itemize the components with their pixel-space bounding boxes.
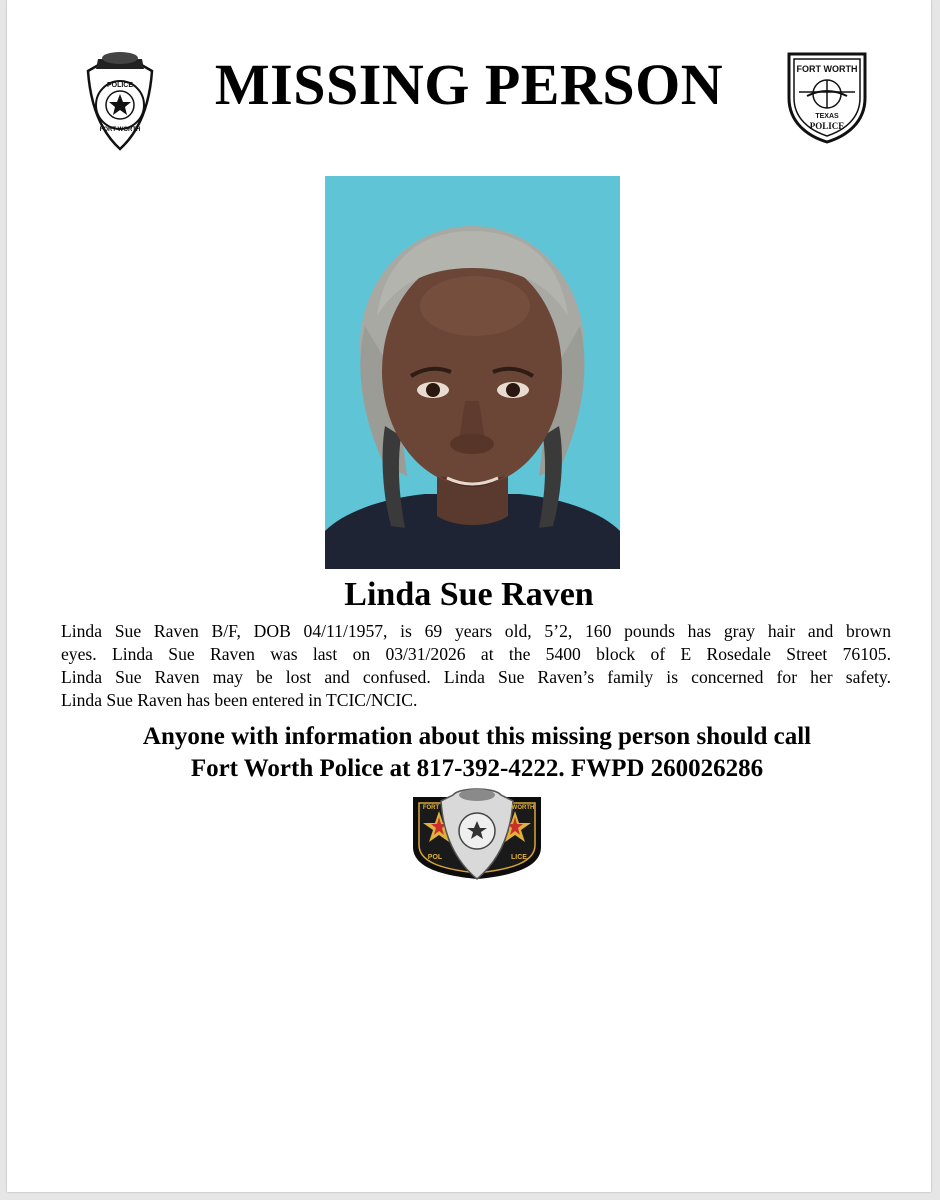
portrait-illustration (325, 176, 620, 569)
description-line: Linda Sue Raven has been entered in TCIC/NCIC. (61, 690, 418, 710)
right-patch-text-top: FORT WORTH (796, 64, 858, 74)
patch-text-left-top: FORT (422, 805, 440, 811)
call-to-action (37, 721, 917, 785)
patch-text-right-bottom: LICE (511, 854, 527, 861)
flyer-page (7, 0, 931, 1192)
call-to-action-line: Anyone with information about this missing person should call (142, 723, 812, 750)
left-badge-text-top: POLICE (106, 82, 134, 89)
fort-worth-police-shoulder-patch-icon (409, 787, 545, 881)
patch-text-right-top: WORTH (511, 805, 535, 811)
call-to-action-line: Fort Worth Police at 817-392-4222. FWPD 260026286 (190, 755, 764, 782)
description-line: Linda Sue Raven B/F, DOB 04/11/1957, is 69 years old, 5’2, 160 pounds has gray hair and brown (61, 621, 891, 641)
person-description (61, 620, 891, 712)
description-line: eyes. Linda Sue Raven was last on 03/31/2026 at the 5400 block of E Rosedale Street 76105. (61, 644, 891, 664)
right-patch-text-bottom: POLICE (809, 121, 845, 131)
person-name: Linda Sue Raven (344, 576, 594, 613)
fort-worth-texas-police-patch-icon (783, 48, 871, 144)
person-portrait-photo (325, 176, 620, 569)
description-line: Linda Sue Raven may be lost and confused. Linda Sue Raven’s family is concerned for her safety. (61, 667, 891, 687)
fort-worth-police-badge-icon (80, 49, 160, 151)
right-patch-text-mid: TEXAS (815, 113, 839, 120)
patch-text-left-bottom: POL (427, 854, 443, 861)
page-title: MISSING PERSON (214, 52, 724, 117)
left-badge-text-bottom: FORT WORTH (99, 127, 141, 133)
